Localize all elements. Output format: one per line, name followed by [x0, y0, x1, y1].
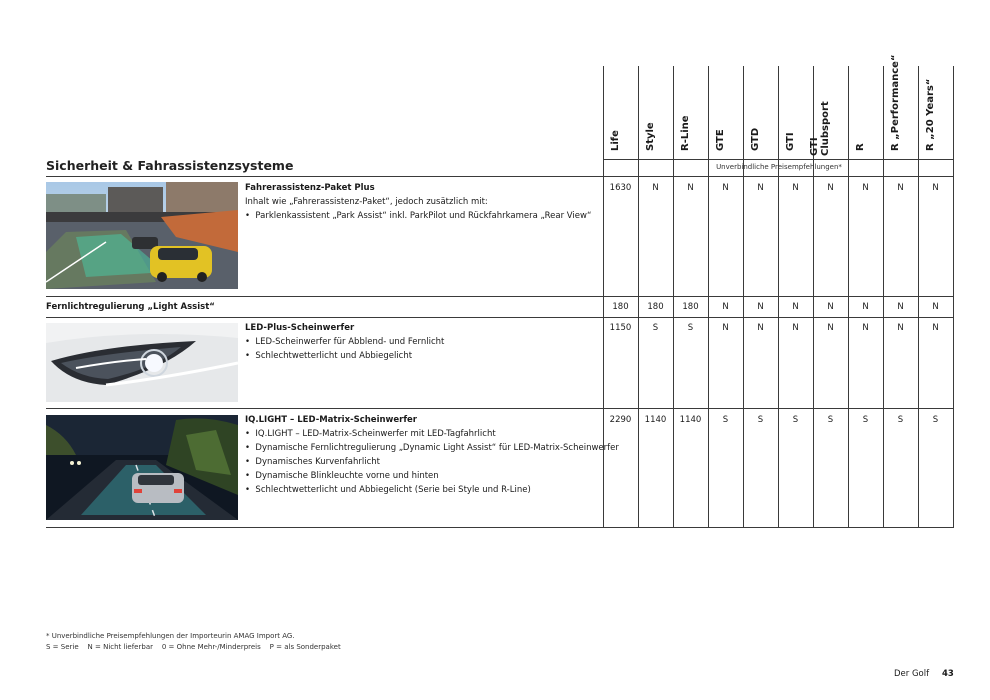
feature-title: Fahrerassistenz-Paket Plus — [245, 183, 375, 193]
column-header-r: R — [854, 143, 866, 151]
availability-cell: N — [722, 323, 729, 333]
availability-cell: N — [652, 183, 659, 193]
column-header-gti: GTI — [784, 132, 796, 151]
availability-cell: N — [792, 302, 799, 312]
price-cell: 1630 — [609, 183, 632, 193]
feature-description: Inhalt wie „Fahrerassistenz-Paket“, jedoch zusätzlich mit: — [245, 197, 488, 207]
availability-cell: N — [897, 323, 904, 333]
availability-cell: 1140 — [644, 415, 667, 425]
availability-cell: S — [827, 415, 834, 425]
availability-cell: N — [932, 323, 939, 333]
availability-cell: S — [792, 415, 799, 425]
availability-cell: N — [862, 302, 869, 312]
column-header-life: Life — [609, 130, 621, 151]
availability-cell: S — [897, 415, 904, 425]
availability-cell: N — [792, 183, 799, 193]
price-note: Unverbindliche Preisempfehlungen* — [716, 163, 842, 171]
availability-cell: S — [652, 323, 659, 333]
availability-cell: 180 — [682, 302, 699, 312]
availability-cell: S — [722, 415, 729, 425]
feature-bullet: • Parklenkassistent „Park Assist“ inkl. ParkPilot und Rückfahrkamera „Rear View“ — [245, 211, 592, 221]
feature-title: LED-Plus-Scheinwerfer — [245, 323, 355, 333]
parking-scene-image — [46, 182, 238, 289]
feature-bullet: • Schlechtwetterlicht und Abbiegelicht (Serie bei Style und R-Line) — [245, 485, 531, 495]
availability-cell: 180 — [647, 302, 664, 312]
page-label: Der Golf — [894, 669, 930, 679]
availability-cell: N — [722, 183, 729, 193]
availability-cell: N — [757, 183, 764, 193]
price-cell: 180 — [612, 302, 629, 312]
availability-cell: N — [757, 302, 764, 312]
section-title: Sicherheit & Fahrassistenzsysteme — [46, 158, 294, 173]
availability-cell: S — [862, 415, 869, 425]
availability-cell: N — [722, 302, 729, 312]
availability-cell: N — [897, 302, 904, 312]
feature-bullet: • Dynamisches Kurvenfahrlicht — [245, 457, 380, 467]
price-cell: 1150 — [609, 323, 632, 333]
availability-cell: N — [932, 302, 939, 312]
feature-title: Fernlichtregulierung „Light Assist“ — [46, 302, 215, 312]
column-header-gte: GTE — [714, 129, 726, 151]
column-header-gtd: GTD — [749, 127, 761, 151]
availability-cell: N — [827, 183, 834, 193]
column-header-gti-clubsport: GTI Clubsport — [808, 101, 831, 156]
availability-cell: S — [687, 323, 694, 333]
feature-bullet: • LED-Scheinwerfer für Abblend- und Fernlicht — [245, 337, 445, 347]
price-cell: 2290 — [609, 415, 632, 425]
feature-bullet: • Dynamische Blinkleuchte vorne und hinten — [245, 471, 439, 481]
feature-bullet: • IQ.LIGHT – LED-Matrix-Scheinwerfer mit LED-Tagfahrlicht — [245, 429, 496, 439]
availability-cell: N — [827, 302, 834, 312]
feature-bullet: • Schlechtwetterlicht und Abbiegelicht — [245, 351, 413, 361]
feature-bullet: • Dynamische Fernlichtregulierung „Dynamic Light Assist“ für LED-Matrix-Scheinwerfer — [245, 443, 619, 453]
availability-cell: N — [932, 183, 939, 193]
availability-cell: S — [932, 415, 939, 425]
footnote: * Unverbindliche Preisempfehlungen der Importeurin AMAG Import AG. — [46, 632, 295, 640]
feature-title: IQ.LIGHT – LED-Matrix-Scheinwerfer — [245, 415, 417, 425]
availability-cell: N — [687, 183, 694, 193]
availability-cell: N — [827, 323, 834, 333]
column-header-r-performance: R „Performance“ — [889, 54, 901, 151]
column-header-style: Style — [644, 122, 656, 151]
availability-cell: N — [792, 323, 799, 333]
legend-note: S = Serie N = Nicht lieferbar 0 = Ohne Mehr-/Minderpreis P = als Sonderpaket — [46, 643, 341, 651]
page-number: 43 — [942, 669, 954, 679]
headlight-closeup-image — [46, 323, 238, 402]
availability-cell: N — [757, 323, 764, 333]
availability-cell: N — [897, 183, 904, 193]
availability-cell: N — [862, 323, 869, 333]
column-header-r-20-years: R „20 Years“ — [924, 78, 936, 151]
night-road-scene-image — [46, 415, 238, 520]
column-header-r-line: R-Line — [679, 115, 691, 151]
availability-cell: 1140 — [679, 415, 702, 425]
availability-cell: N — [862, 183, 869, 193]
availability-cell: S — [757, 415, 764, 425]
